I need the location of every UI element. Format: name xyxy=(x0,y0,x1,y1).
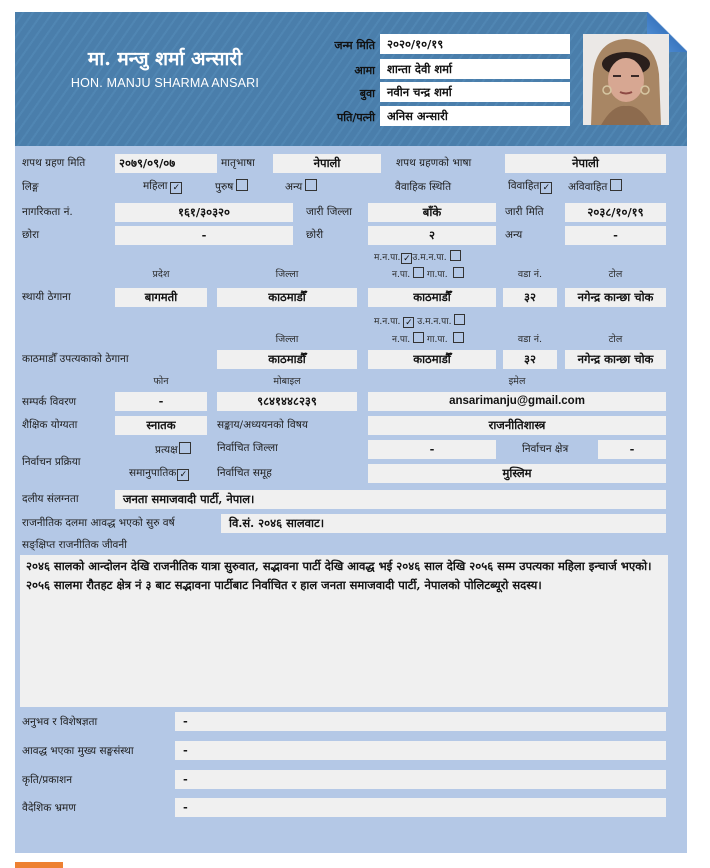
portrait-image xyxy=(583,34,669,125)
marital-status-label: वैवाहिक स्थिति xyxy=(395,181,452,193)
father-value: नवीन चन्द्र शर्मा xyxy=(380,82,570,102)
party-value: जनता समाजवादी पार्टी, नेपाल। xyxy=(115,490,666,509)
unmarried-label: अविवाहित xyxy=(568,181,608,193)
valley-district-header: जिल्ला xyxy=(275,334,299,345)
party-start-label: राजनीतिक दलमा आवद्ध भएको सुरु वर्ष xyxy=(22,517,175,529)
profile-form xyxy=(15,146,687,853)
citizenship-no-label: नागरिकता नं. xyxy=(22,206,73,218)
valley-np-label: न.पा. xyxy=(392,335,411,345)
member-name-nepali: मा. मन्जु शर्मा अन्सारी xyxy=(87,48,243,70)
valley-address-label: काठमाडौँ उपत्यकाको ठेगाना xyxy=(22,353,129,365)
checkbox-female[interactable]: ✓ xyxy=(170,182,182,194)
perm-mnp-label: म.न.पा. xyxy=(374,253,401,263)
spouse-value: अनिस अन्सारी xyxy=(380,106,570,126)
orange-tab-button[interactable] xyxy=(15,862,63,868)
gender-male-label: पुरुष xyxy=(215,181,234,193)
perm-ward-header: वडा नं. xyxy=(517,269,543,280)
valley-tole-value: नगेन्द्र कान्छा चोक xyxy=(565,350,666,369)
portrait-photo-icon xyxy=(583,34,669,125)
checkbox-direct[interactable] xyxy=(179,442,191,454)
daughters-label: छोरी xyxy=(306,229,324,241)
perm-np-label: न.पा. xyxy=(392,270,411,280)
spouse-label: पति/पत्नी xyxy=(337,111,375,124)
party-label: दलीय संलग्नता xyxy=(22,493,79,505)
organizations-label: आवद्ध भएका मुख्य सङ्घसंस्था xyxy=(22,745,134,757)
sons-value: - xyxy=(115,226,293,245)
organizations-value: - xyxy=(175,741,666,760)
election-proportional-option[interactable] xyxy=(129,466,189,481)
constituency-value: - xyxy=(598,440,666,459)
subject-value: राजनीतिशास्त्र xyxy=(368,416,666,435)
gender-other-label: अन्य xyxy=(285,181,303,193)
citizenship-no-value: १६१/३०३२० xyxy=(115,203,293,222)
mobile-header: मोबाइल xyxy=(273,376,301,387)
gender-option-female[interactable] xyxy=(143,179,182,194)
perm-gp-label: गा.पा. xyxy=(427,270,448,280)
perm-address-label: स्थायी ठेगाना xyxy=(22,291,71,303)
experience-value: - xyxy=(175,712,666,731)
perm-district-header: जिल्ला xyxy=(275,269,299,280)
married-label: विवाहित xyxy=(508,180,540,192)
valley-ward-header: वडा नं. xyxy=(517,334,543,345)
daughters-value: २ xyxy=(368,226,496,245)
checkbox-proportional[interactable]: ✓ xyxy=(177,469,189,481)
perm-tole-value: नगेन्द्र कान्छा चोक xyxy=(565,288,666,307)
constituency-label: निर्वाचन क्षेत्र xyxy=(522,443,569,455)
valley-tole-header: टोल xyxy=(608,334,623,345)
checkbox-other[interactable] xyxy=(305,179,317,191)
phone-value: - xyxy=(115,392,207,411)
oath-language-label: शपथ ग्रहणको भाषा xyxy=(396,157,472,169)
valley-gp-label: गा.पा. xyxy=(427,335,448,345)
mother-tongue-label: मातृभाषा xyxy=(221,157,255,169)
phone-header: फोन xyxy=(153,376,169,387)
gender-label: लिङ्ग xyxy=(22,181,39,193)
gender-option-male[interactable] xyxy=(215,179,248,194)
perm-checkbox-gp[interactable] xyxy=(453,267,464,278)
valley-local-type-row1 xyxy=(374,314,465,328)
mother-label: आमा xyxy=(354,64,375,77)
gender-female-label: महिला xyxy=(143,180,168,192)
marital-option-married[interactable] xyxy=(508,179,552,194)
direct-label: प्रत्यक्ष xyxy=(155,444,178,456)
marital-option-unmarried[interactable] xyxy=(568,179,622,194)
checkbox-married[interactable]: ✓ xyxy=(540,182,552,194)
issued-district-label: जारी जिल्ला xyxy=(306,206,352,218)
email-header: इमेल xyxy=(508,376,526,387)
father-label: बुवा xyxy=(359,87,375,100)
foreign-travel-label: वैदेशिक भ्रमण xyxy=(22,802,76,814)
perm-checkbox-np[interactable] xyxy=(413,267,424,278)
issued-date-label: जारी मिति xyxy=(505,206,544,218)
elected-group-label: निर्वाचित समूह xyxy=(217,467,272,479)
valley-checkbox-np[interactable] xyxy=(413,332,424,343)
oath-date-value: २०७९/०९/०७ xyxy=(115,154,217,173)
sons-label: छोरा xyxy=(22,229,40,241)
education-label: शैक्षिक योग्यता xyxy=(22,419,78,431)
valley-district-value: काठमाडौँ xyxy=(217,350,357,369)
perm-local-type-row2 xyxy=(392,267,464,280)
gender-option-other[interactable] xyxy=(285,179,317,194)
perm-tole-header: टोल xyxy=(608,269,623,280)
others-value: - xyxy=(565,226,666,245)
elected-district-value: - xyxy=(368,440,496,459)
perm-province-header: प्रदेश xyxy=(152,269,170,280)
issued-district-value: बाँके xyxy=(368,203,496,222)
perm-province-value: बागमती xyxy=(115,288,207,307)
dob-value: २०२०/१०/१९ xyxy=(380,34,570,54)
election-direct-option[interactable] xyxy=(155,442,191,457)
elected-group-value: मुस्लिम xyxy=(368,464,666,483)
valley-umnp-label: उ.म.न.पा. xyxy=(417,317,452,327)
valley-local-type-row2 xyxy=(392,332,464,345)
foreign-travel-value: - xyxy=(175,798,666,817)
member-name-english: HON. MANJU SHARMA ANSARI xyxy=(70,76,260,90)
valley-mnp-label: म.न.पा. xyxy=(374,317,401,327)
education-value: स्नातक xyxy=(115,416,207,435)
valley-local-value: काठमाडौँ xyxy=(368,350,496,369)
bio-value: २०४६ सालको आन्दोलन देखि राजनीतिक यात्रा सुरुवात, सद्भावना पार्टी देखि आवद्ध भई २०४६ साल देखि २०५६ सम्म उपत्यका महिला इन्चार्ज भएको। २०५६ सालमा रौतहट क्षेत्र नं ३ बाट सद्भावना पार्टीबाट निर्वाचित र हाल जनता समाजवादी पार्टी, नेपालको पोलिटब्यूरो सदस्य। xyxy=(20,555,668,707)
issued-date-value: २०३८/१०/१९ xyxy=(565,203,666,222)
checkbox-unmarried[interactable] xyxy=(610,179,622,191)
dob-label: जन्म मिति xyxy=(334,39,375,52)
perm-checkbox-umnp[interactable] xyxy=(450,250,461,261)
perm-ward-value: ३२ xyxy=(503,288,557,307)
perm-checkbox-mnp[interactable]: ✓ xyxy=(403,254,411,264)
elected-district-label: निर्वाचित जिल्ला xyxy=(217,442,278,454)
email-value[interactable]: ansarimanju@gmail.com xyxy=(368,392,666,411)
oath-language-value: नेपाली xyxy=(505,154,666,173)
bio-label: सङ्क्षिप्त राजनीतिक जीवनी xyxy=(22,539,127,551)
mother-tongue-value: नेपाली xyxy=(273,154,381,173)
contact-label: सम्पर्क विवरण xyxy=(22,396,77,408)
others-label: अन्य xyxy=(505,229,523,241)
mother-value: शान्ता देवी शर्मा xyxy=(380,59,570,79)
valley-checkbox-umnp[interactable] xyxy=(454,314,465,325)
perm-local-type-row1 xyxy=(374,250,461,264)
publications-label: कृति/प्रकाशन xyxy=(22,774,73,786)
checkbox-male[interactable] xyxy=(236,179,248,191)
perm-local-value: काठमाडौँ xyxy=(368,288,496,307)
proportional-label: समानुपातिक xyxy=(129,467,177,479)
valley-checkbox-mnp[interactable]: ✓ xyxy=(405,318,413,328)
valley-checkbox-gp[interactable] xyxy=(453,332,464,343)
experience-label: अनुभव र विशेषज्ञता xyxy=(22,716,98,728)
mobile-value: ९८४१४४८२३९ xyxy=(217,392,357,411)
election-process-label: निर्वाचन प्रक्रिया xyxy=(22,456,81,468)
publications-value: - xyxy=(175,770,666,789)
oath-date-label: शपथ ग्रहण मिति xyxy=(22,157,86,169)
perm-umnp-label: उ.म.न.पा. xyxy=(412,253,447,263)
valley-ward-value: ३२ xyxy=(503,350,557,369)
perm-district-value: काठमाडौँ xyxy=(217,288,357,307)
party-start-value: वि.सं. २०४६ सालवाट। xyxy=(221,514,666,533)
subject-label: सङ्काय/अध्ययनको विषय xyxy=(217,419,308,431)
